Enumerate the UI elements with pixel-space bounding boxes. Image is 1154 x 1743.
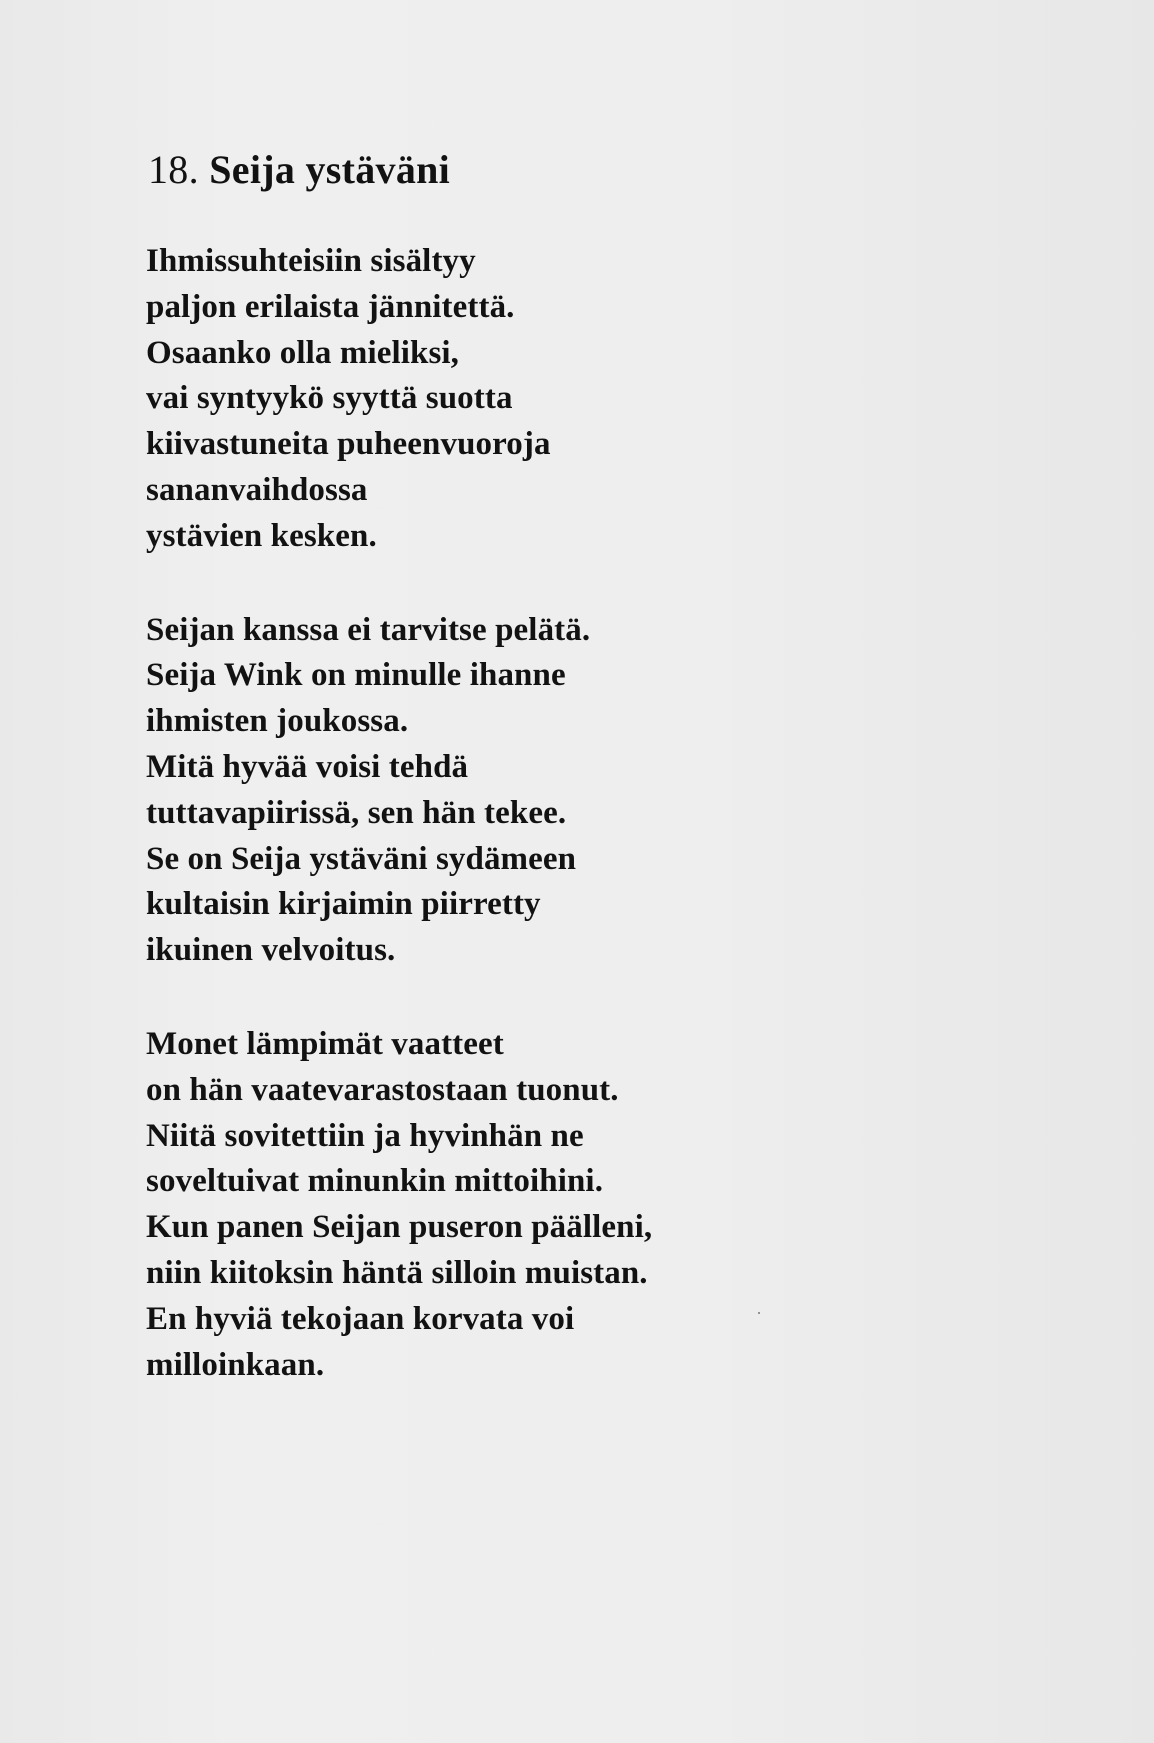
poem-title <box>148 146 450 194</box>
poem-line: sananvaihdossa <box>146 471 368 508</box>
poem-body <box>146 239 1046 1436</box>
poem-line: vai syntyykö syyttä suotta <box>146 380 513 417</box>
poem-line: ihmisten joukossa. <box>146 703 409 740</box>
poem-line: Osaanko olla mieliksi, <box>146 334 460 371</box>
poem-line: Se on Seija ystäväni sydämeen <box>146 840 577 877</box>
poem-line: soveltuivat minunkin mittoihini. <box>146 1163 604 1200</box>
poem-line: niin kiitoksin häntä silloin muistan. <box>146 1254 648 1291</box>
stanza-2 <box>146 608 1046 974</box>
poem-line: Kun panen Seijan puseron päälleni, <box>146 1209 653 1246</box>
poem-line: Seijan kanssa ei tarvitse pelätä. <box>146 611 591 648</box>
poem-line: Ihmissuhteisiin sisältyy <box>146 243 476 279</box>
poem-number: 18. <box>148 147 199 192</box>
poem-line: ystävien kesken. <box>146 517 377 554</box>
poem-line: En hyviä tekojaan korvata voi <box>146 1300 575 1337</box>
poem-line: ikuinen velvoitus. <box>146 932 396 969</box>
poem-title-text: Seija ystäväni <box>209 147 451 192</box>
poem-line: Mitä hyvää voisi tehdä <box>146 748 469 785</box>
poem-line: kiivastuneita puheenvuoroja <box>146 426 551 463</box>
poem-line: paljon erilaista jännitettä. <box>146 288 515 325</box>
poem-line: Monet lämpimät vaatteet <box>146 1025 504 1062</box>
poem-line: Seija Wink on minulle ihanne <box>146 657 566 694</box>
stanza-1 <box>146 239 1046 560</box>
poem-line: kultaisin kirjaimin piirretty <box>146 886 541 923</box>
poem-line: milloinkaan. <box>146 1346 325 1383</box>
stanza-3 <box>146 1022 1046 1388</box>
poem-line: tuttavapiirissä, sen hän tekee. <box>146 794 567 831</box>
poem-line: on hän vaatevarastostaan tuonut. <box>146 1071 619 1108</box>
poem-line: Niitä sovitettiin ja hyvinhän ne <box>146 1117 584 1154</box>
